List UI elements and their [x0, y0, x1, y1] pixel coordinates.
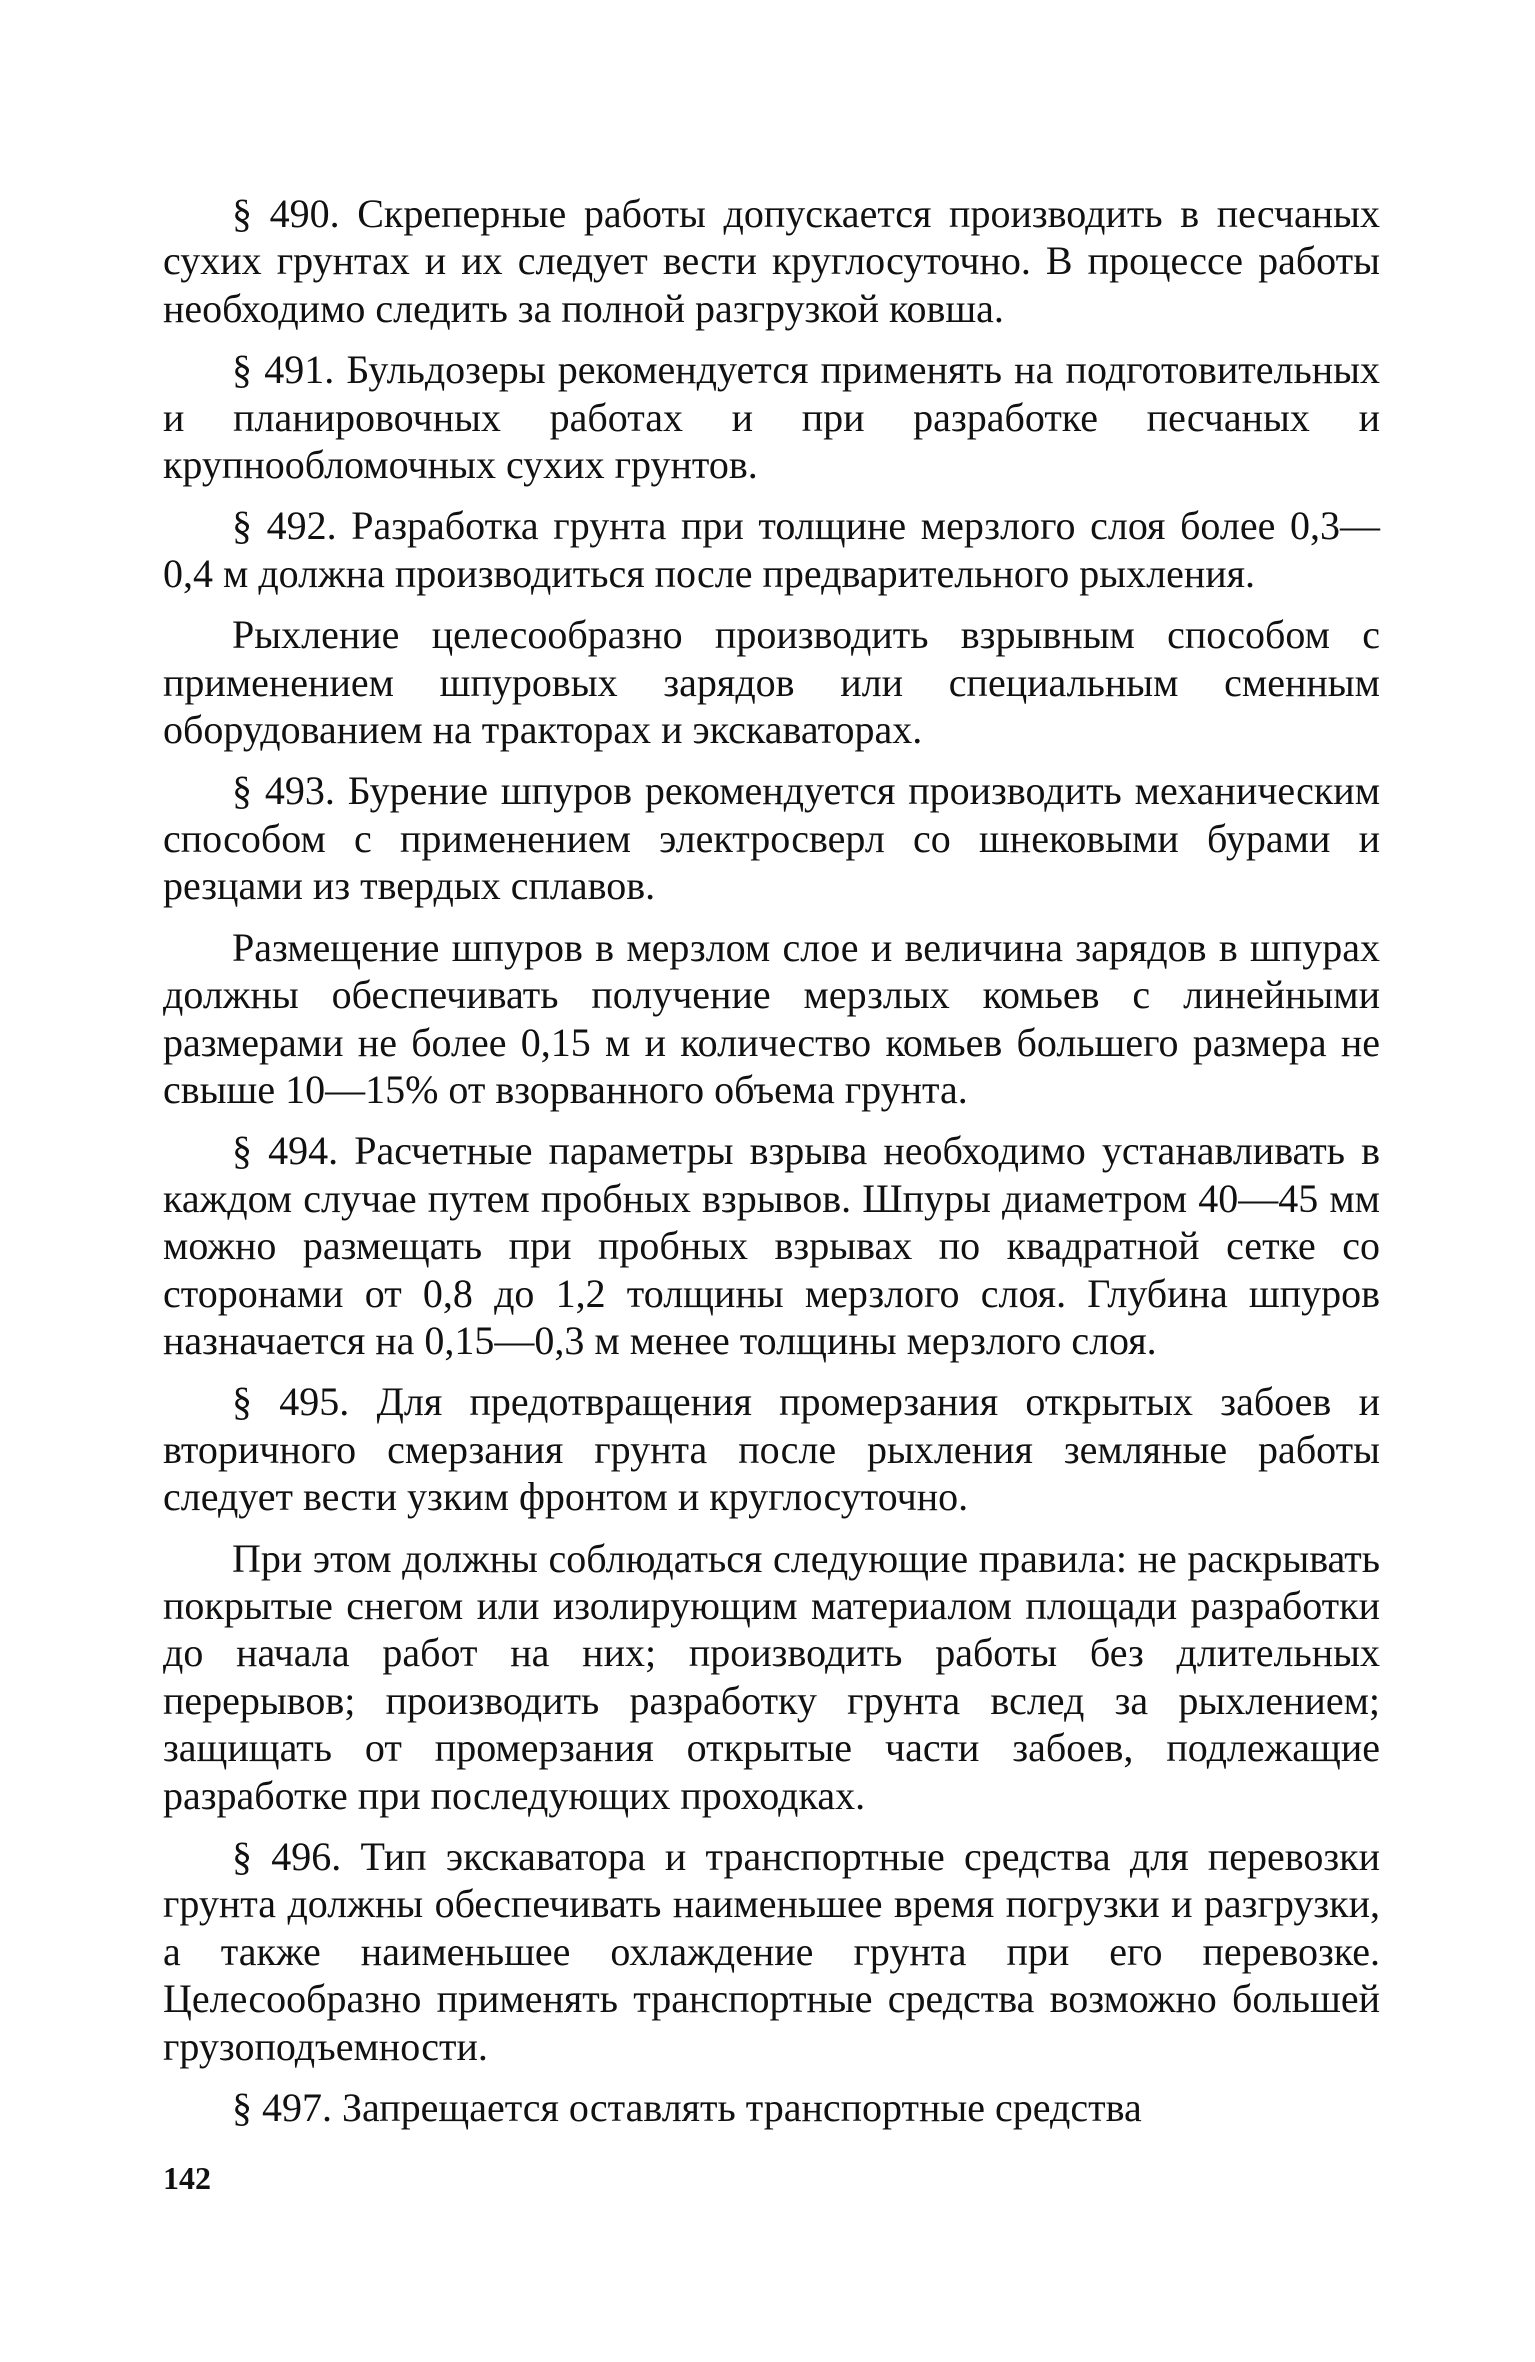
paragraph-491: § 491. Бульдозеры рекомендуется применять на подготовительных и планировочных работах и при разработке песчаных и крупнообломочных сухих грунтов.	[163, 347, 1380, 488]
paragraph-493: § 493. Бурение шпуров рекомендуется производить механическим способом с применением электросверл со шнековыми бурами и резцами из твердых сплавов.	[163, 768, 1380, 909]
paragraph-494: § 494. Расчетные параметры взрыва необходимо устанавливать в каждом случае путем пробных взрывов. Шпуры диаметром 40—45 мм можно размещать при пробных взрывах по квадратной сетке со сторонами от 0,8 до 1,2 толщины мерзлого слоя. Глубина шпуров назначается на 0,15—0,3 м менее толщины мерзлого слоя.	[163, 1128, 1380, 1363]
page-number: 142	[163, 2160, 211, 2196]
paragraph-492: § 492. Разработка грунта при толщине мерзлого слоя более 0,3—0,4 м должна производиться после предварительного рыхления.	[163, 503, 1380, 596]
body-text	[163, 190, 1380, 2131]
paragraph-495: § 495. Для предотвращения промерзания открытых забоев и вторичного смерзания грунта после рыхления земляные работы следует вести узким фронтом и круглосуточно.	[163, 1379, 1380, 1520]
paragraph-rules: При этом должны соблюдаться следующие правила: не раскрывать покрытые снегом или изолирующим материалом площади разработки до начала работ на них; производить работы без длительных перерывов; производить разработку грунта вслед за рыхлением; защищать от промерзания открытые части забоев, подлежащие разработке при последующих проходках.	[163, 1535, 1380, 1818]
paragraph-497: § 497. Запрещается оставлять транспортные средства	[232, 2085, 1142, 2131]
paragraph-496: § 496. Тип экскаватора и транспортные средства для перевозки грунта должны обеспечивать наименьшее время погрузки и разгрузки, а также наименьшее охлаждение грунта при его перевозке. Целесообразно применять транспортные средства возможно большей грузоподъемности.	[163, 1834, 1380, 2069]
paragraph-loosening: Рыхление целесообразно производить взрывным способом с применением шпуровых зарядов или специальным сменным оборудованием на тракторах и экскаваторах.	[163, 612, 1380, 753]
paragraph-placement: Размещение шпуров в мерзлом слое и величина зарядов в шпурах должны обеспечивать получение мерзлых комьев с линейными размерами не более 0,15 м и количество комьев большего размера не свыше 10—15% от взорванного объема грунта.	[163, 924, 1380, 1112]
paragraph-490: § 490. Скреперные работы допускается производить в песчаных сухих грунтах и их следует вести круглосуточно. В процессе работы необходимо следить за полной разгрузкой ковша.	[163, 191, 1380, 331]
